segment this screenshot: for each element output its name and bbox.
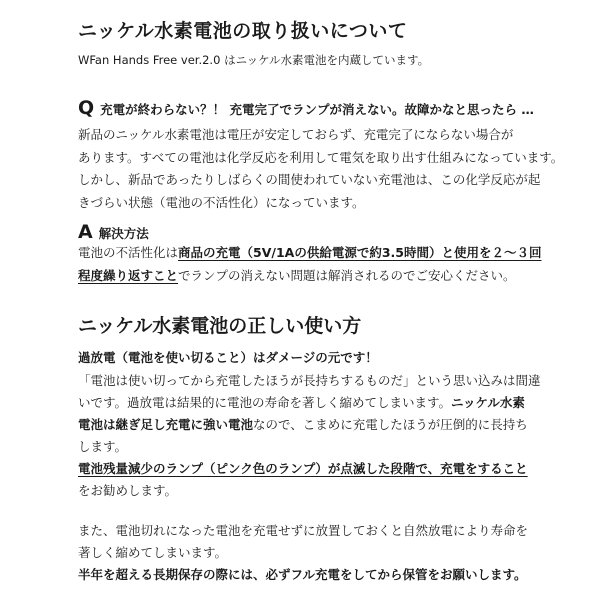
usage-line	[78, 414, 548, 436]
usage-line: 「電池は使い切ってから充電したほうが長持ちするものだ」という思い込みは間違	[78, 373, 541, 388]
usage-text-plain: なので、こまめに充電したほうが圧倒的に長持ち	[253, 417, 528, 432]
product-note: WFan Hands Free ver.2.0 はニッケル水素電池を内蔵しています。	[78, 53, 430, 67]
usage-line: 著しく縮めてしまいます。	[78, 545, 228, 560]
over-discharge-heading: 過放電（電池を使い切ること）はダメージの元です！	[78, 350, 378, 365]
usage-text-bold: ニッケル水素	[451, 395, 525, 410]
answer-text-emphasis: 商品の充電（5V/1Aの供給電源で約3.5時間）と使用を２〜３回	[178, 245, 542, 260]
answer-title: 解決方法	[98, 226, 149, 241]
usage-paragraph-2	[78, 520, 548, 586]
answer-line	[78, 265, 548, 288]
explanation-line: しかし、新品であったりしばらくの間使われていない充電池は、この化学反応が起	[78, 172, 541, 187]
explanation-line: あります。すべての電池は化学反応を利用して電気を取り出す仕組みになっています。	[78, 149, 564, 165]
document-page	[78, 18, 564, 586]
usage-line: また、電池切れになった電池を充電せずに放置しておくと自然放電により寿命を	[78, 523, 529, 538]
question-mark-q: Q	[78, 97, 95, 119]
answer-heading	[78, 221, 548, 243]
usage-line	[78, 392, 548, 414]
question-text: 充電が終わらない？！ 充電完了でランプが消えない。故障かなと思ったら …	[100, 102, 534, 117]
storage-warning: 半年を超える長期保存の際には、必ずフル充電をしてから保管をお願いします。	[78, 567, 527, 582]
answer-text-plain: 電池の不活性化は	[78, 245, 179, 260]
usage-text-plain: いです。過放電は結果的に電池の寿命を著しく縮めてしまいます。	[78, 395, 452, 410]
usage-line: します。	[78, 439, 128, 454]
section-title-usage: ニッケル水素電池の正しい使い方	[78, 315, 362, 337]
explanation-line: 新品のニッケル水素電池は電圧が安定しておらず、充電完了にならない場合が	[78, 127, 514, 142]
usage-line-underlined: 電池残量減少のランプ（ピンク色のランプ）が点滅した段階で、充電をすること	[78, 461, 528, 476]
usage-paragraph-1	[78, 370, 548, 502]
answer-text-plain: でランプの消えない問題は解消されるのでご安心ください。	[178, 267, 516, 283]
question-heading	[78, 97, 548, 119]
question-explanation	[78, 124, 564, 214]
usage-text-bold: 電池は継ぎ足し充電に強い電池	[78, 417, 254, 432]
usage-line: をお勧めします。	[78, 483, 178, 498]
section-title-handling: ニッケル水素電池の取り扱いについて	[78, 20, 408, 42]
explanation-line: きづらい状態（電池の不活性化）になっています。	[78, 194, 365, 210]
answer-mark-a: A	[78, 221, 93, 243]
answer-line	[78, 242, 548, 265]
answer-text-emphasis: 程度繰り返すこと	[78, 267, 179, 283]
answer-text	[78, 242, 548, 287]
